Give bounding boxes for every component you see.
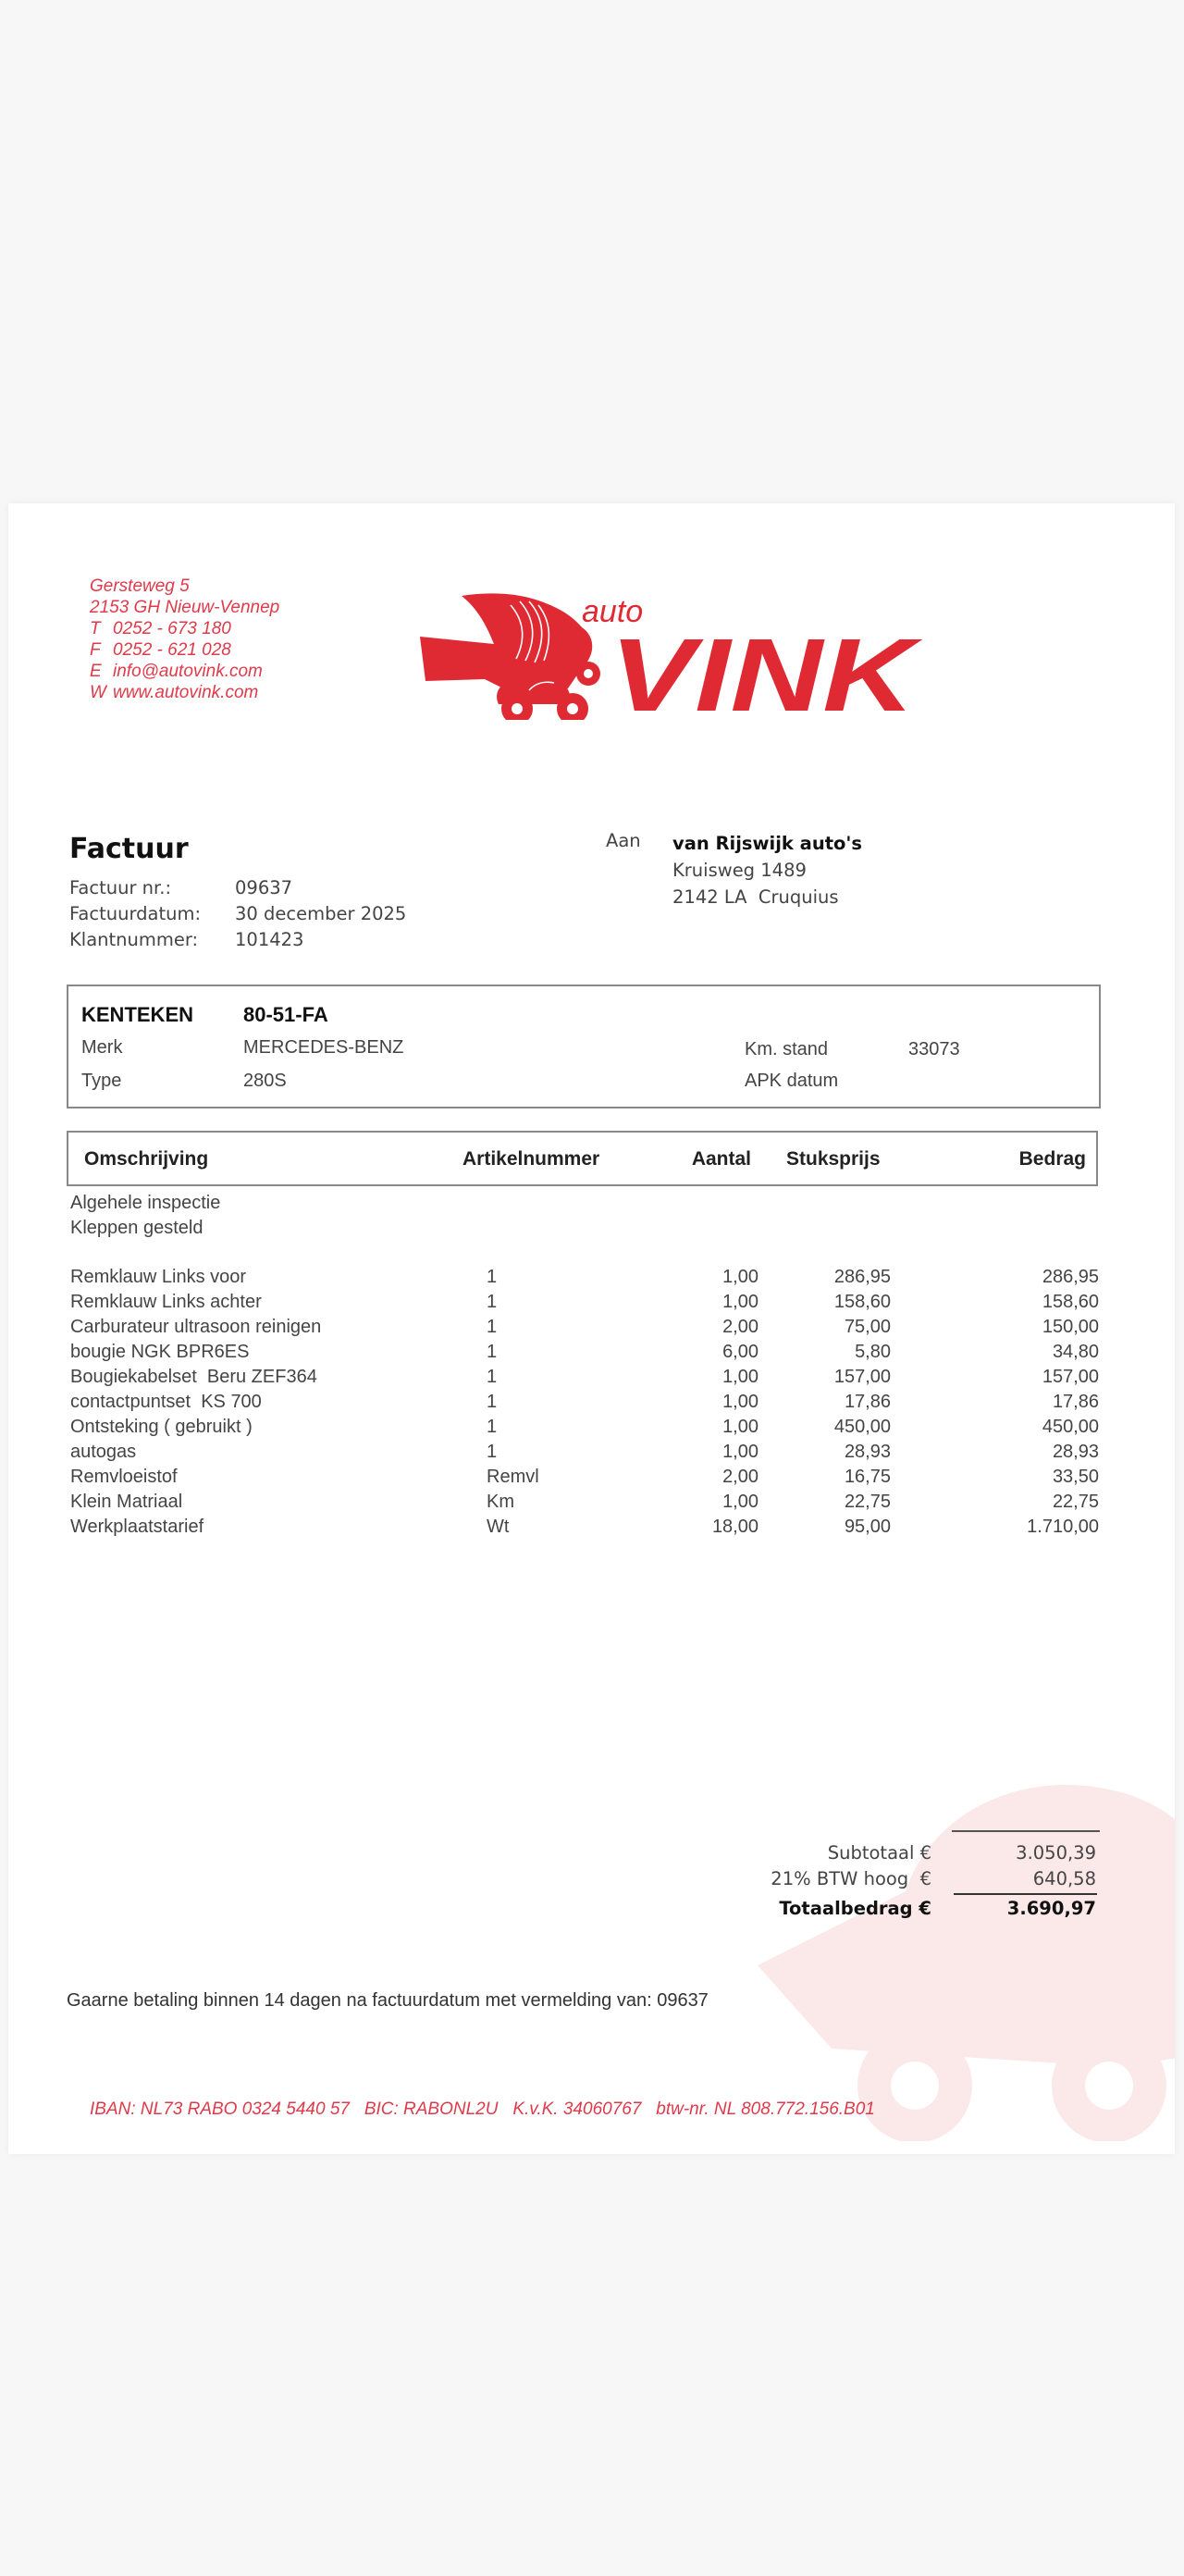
contact-email: E info@autovink.com: [90, 662, 263, 681]
bank-footer: [90, 2099, 875, 2120]
table-notes: [70, 1191, 1106, 1241]
col-artikelnummer: Artikelnummer: [462, 1148, 600, 1170]
item-quantity: 1,00: [722, 1267, 758, 1287]
item-amount: 450,00: [1042, 1417, 1099, 1437]
item-amount: 22,75: [1052, 1492, 1099, 1512]
recipient-street: Kruisweg 1489: [672, 860, 807, 881]
item-article-number: Wt: [487, 1517, 510, 1537]
kenteken-value: 80-51-FA: [243, 1003, 328, 1026]
item-article-number: 1: [487, 1292, 498, 1312]
item-description: Klein Matriaal: [70, 1492, 183, 1512]
company-logo: [420, 579, 924, 720]
table-body: [70, 1265, 1106, 1540]
invoice-number-row: Factuur nr.: 09637: [69, 877, 293, 898]
table-row: [70, 1515, 1106, 1540]
invoice-date-row: Factuurdatum: 30 december 2025: [69, 903, 407, 924]
company-contact: [90, 576, 279, 703]
item-unit-price: 95,00: [844, 1517, 891, 1537]
kenteken-label: KENTEKEN: [81, 1003, 194, 1026]
item-quantity: 18,00: [711, 1517, 758, 1537]
km-stand-label: Km. stand: [745, 1039, 829, 1059]
item-amount: 286,95: [1042, 1267, 1099, 1287]
item-article-number: 1: [487, 1317, 498, 1337]
logo-vink-text: VINK: [610, 617, 923, 720]
item-description: Ontsteking ( gebruikt ): [70, 1417, 253, 1437]
customer-number: 101423: [235, 929, 304, 950]
invoice-date: 30 december 2025: [235, 903, 407, 924]
table-row: [70, 1265, 1106, 1290]
table-row: [70, 1415, 1106, 1440]
item-unit-price: 17,86: [844, 1392, 891, 1412]
subtotal-value: 3.050,39: [1016, 1842, 1096, 1864]
total-label: Totaalbedrag €: [779, 1898, 931, 1919]
item-description: autogas: [70, 1442, 137, 1462]
totals-top-rule: [952, 1830, 1100, 1832]
logo-auto-text: auto: [582, 594, 644, 629]
recipient-label: Aan: [606, 830, 641, 851]
note-row: Algehele inspectie: [70, 1193, 221, 1213]
item-unit-price: 22,75: [844, 1492, 891, 1512]
item-article-number: 1: [487, 1442, 498, 1462]
recipient-city: 2142 LA Cruquius: [672, 886, 839, 908]
item-amount: 158,60: [1042, 1292, 1099, 1312]
item-description: Carburateur ultrasoon reinigen: [70, 1317, 322, 1337]
subtotal-row: [693, 1839, 1100, 1866]
item-unit-price: 286,95: [833, 1267, 891, 1287]
contact-phone: T 0252 - 673 180: [90, 619, 231, 638]
item-quantity: 1,00: [722, 1417, 758, 1437]
col-omschrijving: Omschrijving: [84, 1148, 209, 1170]
table-row: [70, 1465, 1106, 1490]
company-street: Gersteweg 5: [90, 576, 190, 596]
item-amount: 33,50: [1052, 1467, 1099, 1487]
item-quantity: 1,00: [722, 1367, 758, 1387]
btw-label: 21% BTW hoog €: [771, 1868, 931, 1889]
btw-row: [693, 1865, 1100, 1892]
item-article-number: 1: [487, 1417, 498, 1437]
item-amount: 28,93: [1052, 1442, 1099, 1462]
item-unit-price: 158,60: [833, 1292, 891, 1312]
item-unit-price: 16,75: [844, 1467, 891, 1487]
merk-label: Merk: [81, 1037, 123, 1058]
btw-value: 640,58: [1032, 1868, 1096, 1889]
item-quantity: 2,00: [722, 1467, 758, 1487]
item-description: Remklauw Links voor: [70, 1267, 247, 1287]
type-value: 280S: [243, 1071, 287, 1091]
item-article-number: Remvl: [487, 1467, 539, 1487]
table-row: [70, 1390, 1106, 1415]
table-row: [70, 1440, 1106, 1465]
page-title: Factuur: [69, 833, 189, 865]
item-description: contactpuntset KS 700: [70, 1392, 262, 1412]
item-unit-price: 450,00: [833, 1417, 891, 1437]
recipient-address: [672, 830, 862, 910]
type-label: Type: [81, 1071, 122, 1091]
apk-datum-label: APK datum: [745, 1071, 839, 1091]
footer-kvk: K.v.K. 34060767: [512, 2099, 642, 2119]
item-quantity: 1,00: [722, 1292, 758, 1312]
invoice-number: 09637: [235, 877, 293, 898]
company-city: 2153 GH Nieuw-Vennep: [90, 598, 280, 617]
invoice-meta: [69, 875, 406, 953]
item-unit-price: 157,00: [833, 1367, 891, 1387]
item-amount: 150,00: [1042, 1317, 1099, 1337]
total-row: [693, 1895, 1100, 1922]
footer-btw: btw-nr. NL 808.772.156.B01: [656, 2099, 875, 2119]
col-aantal: Aantal: [691, 1148, 751, 1170]
contact-fax: F 0252 - 621 028: [90, 640, 231, 660]
item-amount: 157,00: [1042, 1367, 1099, 1387]
item-amount: 34,80: [1052, 1342, 1099, 1362]
subtotal-label: Subtotaal €: [827, 1842, 931, 1864]
invoice-page: [8, 503, 1175, 2154]
total-value: 3.690,97: [1006, 1898, 1096, 1919]
table-row: [70, 1340, 1106, 1365]
item-article-number: 1: [487, 1392, 498, 1412]
table-row: [70, 1315, 1106, 1340]
note-row: Kleppen gesteld: [70, 1218, 204, 1238]
recipient-name: van Rijswijk auto's: [672, 833, 863, 854]
item-amount: 17,86: [1052, 1392, 1099, 1412]
item-description: bougie NGK BPR6ES: [70, 1342, 250, 1362]
km-stand-value: 33073: [908, 1039, 960, 1059]
item-quantity: 1,00: [722, 1492, 758, 1512]
item-unit-price: 28,93: [844, 1442, 891, 1462]
item-amount: 1.710,00: [1027, 1517, 1099, 1537]
contact-website: W www.autovink.com: [90, 683, 259, 702]
item-unit-price: 5,80: [855, 1342, 891, 1362]
item-quantity: 2,00: [722, 1317, 758, 1337]
col-bedrag: Bedrag: [1018, 1148, 1086, 1170]
item-quantity: 1,00: [722, 1442, 758, 1462]
footer-iban: IBAN: NL73 RABO 0324 5440 57: [90, 2099, 350, 2119]
item-description: Bougiekabelset Beru ZEF364: [70, 1367, 317, 1387]
item-article-number: 1: [487, 1342, 498, 1362]
payment-note: Gaarne betaling binnen 14 dagen na factuurdatum met vermelding van: 09637: [67, 1990, 709, 2011]
merk-value: MERCEDES-BENZ: [243, 1037, 404, 1058]
item-description: Remvloeistof: [70, 1467, 178, 1487]
customer-number-row: Klantnummer: 101423: [69, 929, 304, 950]
col-stuksprijs: Stuksprijs: [786, 1148, 881, 1170]
vehicle-info-box: [67, 985, 1101, 1108]
watermark-logo-icon: [721, 1734, 1175, 2141]
table-row: [70, 1490, 1106, 1515]
table-row: [70, 1365, 1106, 1390]
item-article-number: 1: [487, 1367, 498, 1387]
table-header: [67, 1131, 1098, 1186]
item-description: Werkplaatstarief: [70, 1517, 204, 1537]
item-description: Remklauw Links achter: [70, 1292, 262, 1312]
table-row: [70, 1290, 1106, 1315]
item-article-number: Km: [487, 1492, 514, 1512]
item-quantity: 6,00: [722, 1342, 758, 1362]
item-quantity: 1,00: [722, 1392, 758, 1412]
footer-bic: BIC: RABONL2U: [364, 2099, 499, 2119]
item-unit-price: 75,00: [844, 1317, 891, 1337]
item-article-number: 1: [487, 1267, 498, 1287]
